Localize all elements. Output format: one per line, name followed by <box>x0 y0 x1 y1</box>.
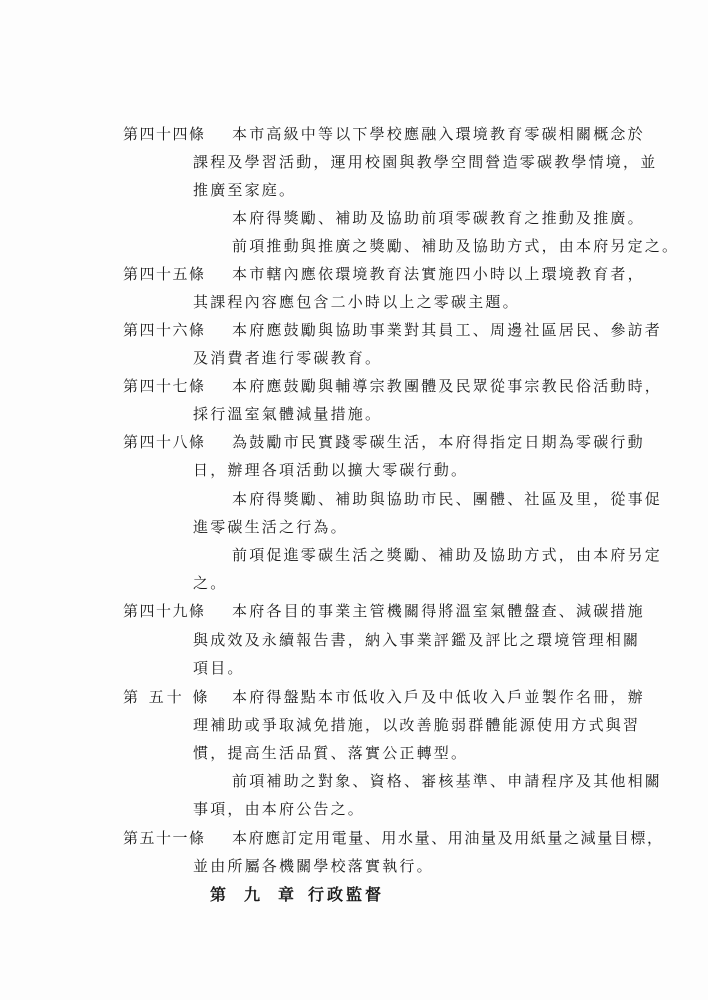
article-text-line: 與成效及永續報告書，納入事業評鑑及評比之環境管理相關 <box>193 631 641 649</box>
article-text-line: 並由所屬各機關學校落實執行。 <box>193 857 434 875</box>
article-text-line: 理補助或爭取減免措施，以改善脆弱群體能源使用方式與習 <box>193 716 641 734</box>
article-text-line: 本府應鼓勵與協助事業對其員工、周邊社區居民、參訪者 <box>232 321 663 339</box>
article-number: 第四十六條 <box>123 321 206 339</box>
article-number: 第 五十 條 <box>123 688 211 706</box>
article-text-line: 本府得獎勵、補助與協助市民、團體、社區及里，從事促 <box>232 490 663 508</box>
article-number: 第五十一條 <box>123 829 206 847</box>
article-text-line: 其課程內容應包含二小時以上之零碳主題。 <box>193 293 520 311</box>
article-text-line: 課程及學習活動，運用校園與教學空間營造零碳教學情境，並 <box>193 153 658 171</box>
article-text-line: 本府各目的事業主管機關得將溫室氣體盤查、減碳措施 <box>232 602 645 620</box>
article-text-line: 本市高級中等以下學校應融入環境教育零碳相關概念於 <box>232 125 645 143</box>
article-text-line: 進零碳生活之行為。 <box>193 518 348 536</box>
chapter-title: 行政監督 <box>308 885 385 904</box>
article-number: 第四十八條 <box>123 433 206 451</box>
article-text-line: 本市轄內應依環境教育法實施四小時以上環境教育者， <box>232 265 645 283</box>
article-text-line: 本府應訂定用電量、用水量、用油量及用紙量之減量目標， <box>232 829 664 847</box>
article-number: 第四十七條 <box>123 377 206 395</box>
article-text-line: 推廣至家庭。 <box>193 181 297 199</box>
article-number: 第四十四條 <box>123 125 206 143</box>
article-number: 第四十五條 <box>123 265 206 283</box>
article-text-line: 為鼓勵市民實踐零碳生活，本府得指定日期為零碳行動 <box>232 433 645 451</box>
article-text-line: 本府應鼓勵與輔導宗教團體及民眾從事宗教民俗活動時， <box>232 377 663 395</box>
article-text-line: 之。 <box>193 574 228 592</box>
article-text-line: 採行溫室氣體減量措施。 <box>193 405 383 423</box>
article-text-line: 本府得獎勵、補助及協助前項零碳教育之推動及推廣。 <box>232 209 645 227</box>
article-text-line: 前項促進零碳生活之獎勵、補助及協助方式，由本府另定 <box>232 546 663 564</box>
chapter-number: 第 九 章 <box>210 885 296 904</box>
article-text-line: 日，辦理各項活動以擴大零碳行動。 <box>193 461 469 479</box>
article-text-line: 前項補助之對象、資格、審核基準、申請程序及其他相關 <box>232 772 663 790</box>
article-text-line: 慣，提高生活品質、落實公正轉型。 <box>193 744 469 762</box>
article-number: 第四十九條 <box>123 602 206 620</box>
article-text-line: 本府得盤點本市低收入戶及中低收入戶並製作名冊，辦 <box>232 688 645 706</box>
article-text-line: 及消費者進行零碳教育。 <box>193 349 383 367</box>
article-text-line: 項目。 <box>193 659 245 677</box>
article-text-line: 事項，由本府公告之。 <box>193 800 366 818</box>
article-text-line: 前項推動與推廣之獎勵、補助及協助方式，由本府另定之。 <box>232 237 680 255</box>
